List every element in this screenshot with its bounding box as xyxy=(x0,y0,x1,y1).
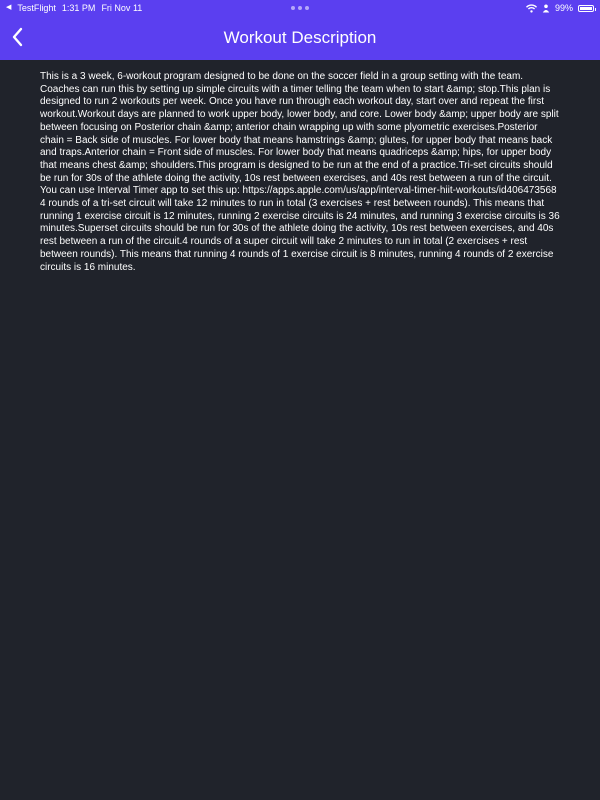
multitask-dot xyxy=(298,6,302,10)
battery-icon xyxy=(578,5,594,12)
top-bar xyxy=(0,0,600,60)
workout-description-text: This is a 3 week, 6-workout program designed to be done on the soccer field in a group setting with the team. Coaches can run this by setting up simple circuits with a timer telling the team when to start &amp; stop.This plan is designed to run 2 workouts per week. Once you have run through each workout day, start over and repeat the first workout.Workout days are planned to work upper body, lower body, and core. Lower body &amp; upper body are split between focusing on Posterior chain &amp; anterior chain wrapping up with some plyometric exercises.Posterior chain = Back side of muscles. For lower body that means hamstrings &amp; glutes, for upper body that means back and traps.Anterior chain = Front side of muscles. For lower body that means quadriceps &amp; hips, for upper body that means chest &amp; shoulders.This program is designed to be run at the end of a practice.Tri-set circuits should be run for 30s of the athlete doing the activity, 10s rest between exercises, and 40s rest between a run of the circuit. You can use Interval Timer app to set this up: https://apps.apple.com/us/app/interval-timer-hiit-workouts/id406473568 4 rounds of a tri-set circuit will take 12 minutes to run in total (3 exercises + rest between rounds). This means that running 1 exercise circuit is 12 minutes, running 2 exercise circuits is 24 minutes, and running 3 exercise circuits is 36 minutes.Superset circuits should be run for 30s of the athlete doing the activity, 10s rest between exercises, and 40s rest between a run of the circuit.4 rounds of a super circuit will take 2 minutes to run in total (2 exercises + rest between rounds). This means that running 4 rounds of 1 exercise circuit is 8 minutes, running 4 rounds of 2 exercise circuits is 16 minutes. xyxy=(40,71,560,273)
multitask-dot xyxy=(291,6,295,10)
wifi-icon xyxy=(526,4,537,13)
status-right xyxy=(526,0,594,16)
status-date: Fri Nov 11 xyxy=(101,3,143,13)
status-bar xyxy=(0,0,600,16)
status-time: 1:31 PM xyxy=(61,3,96,13)
back-triangle-icon[interactable]: ◀ xyxy=(6,4,12,11)
battery-percent: 99% xyxy=(554,3,573,13)
back-app-label[interactable]: TestFlight xyxy=(17,3,56,13)
multitasking-handle[interactable] xyxy=(291,6,309,10)
multitask-dot xyxy=(305,6,309,10)
location-icon xyxy=(542,4,550,13)
page-title: Workout Description xyxy=(223,28,377,47)
battery-level xyxy=(580,7,592,10)
status-left xyxy=(6,0,142,16)
